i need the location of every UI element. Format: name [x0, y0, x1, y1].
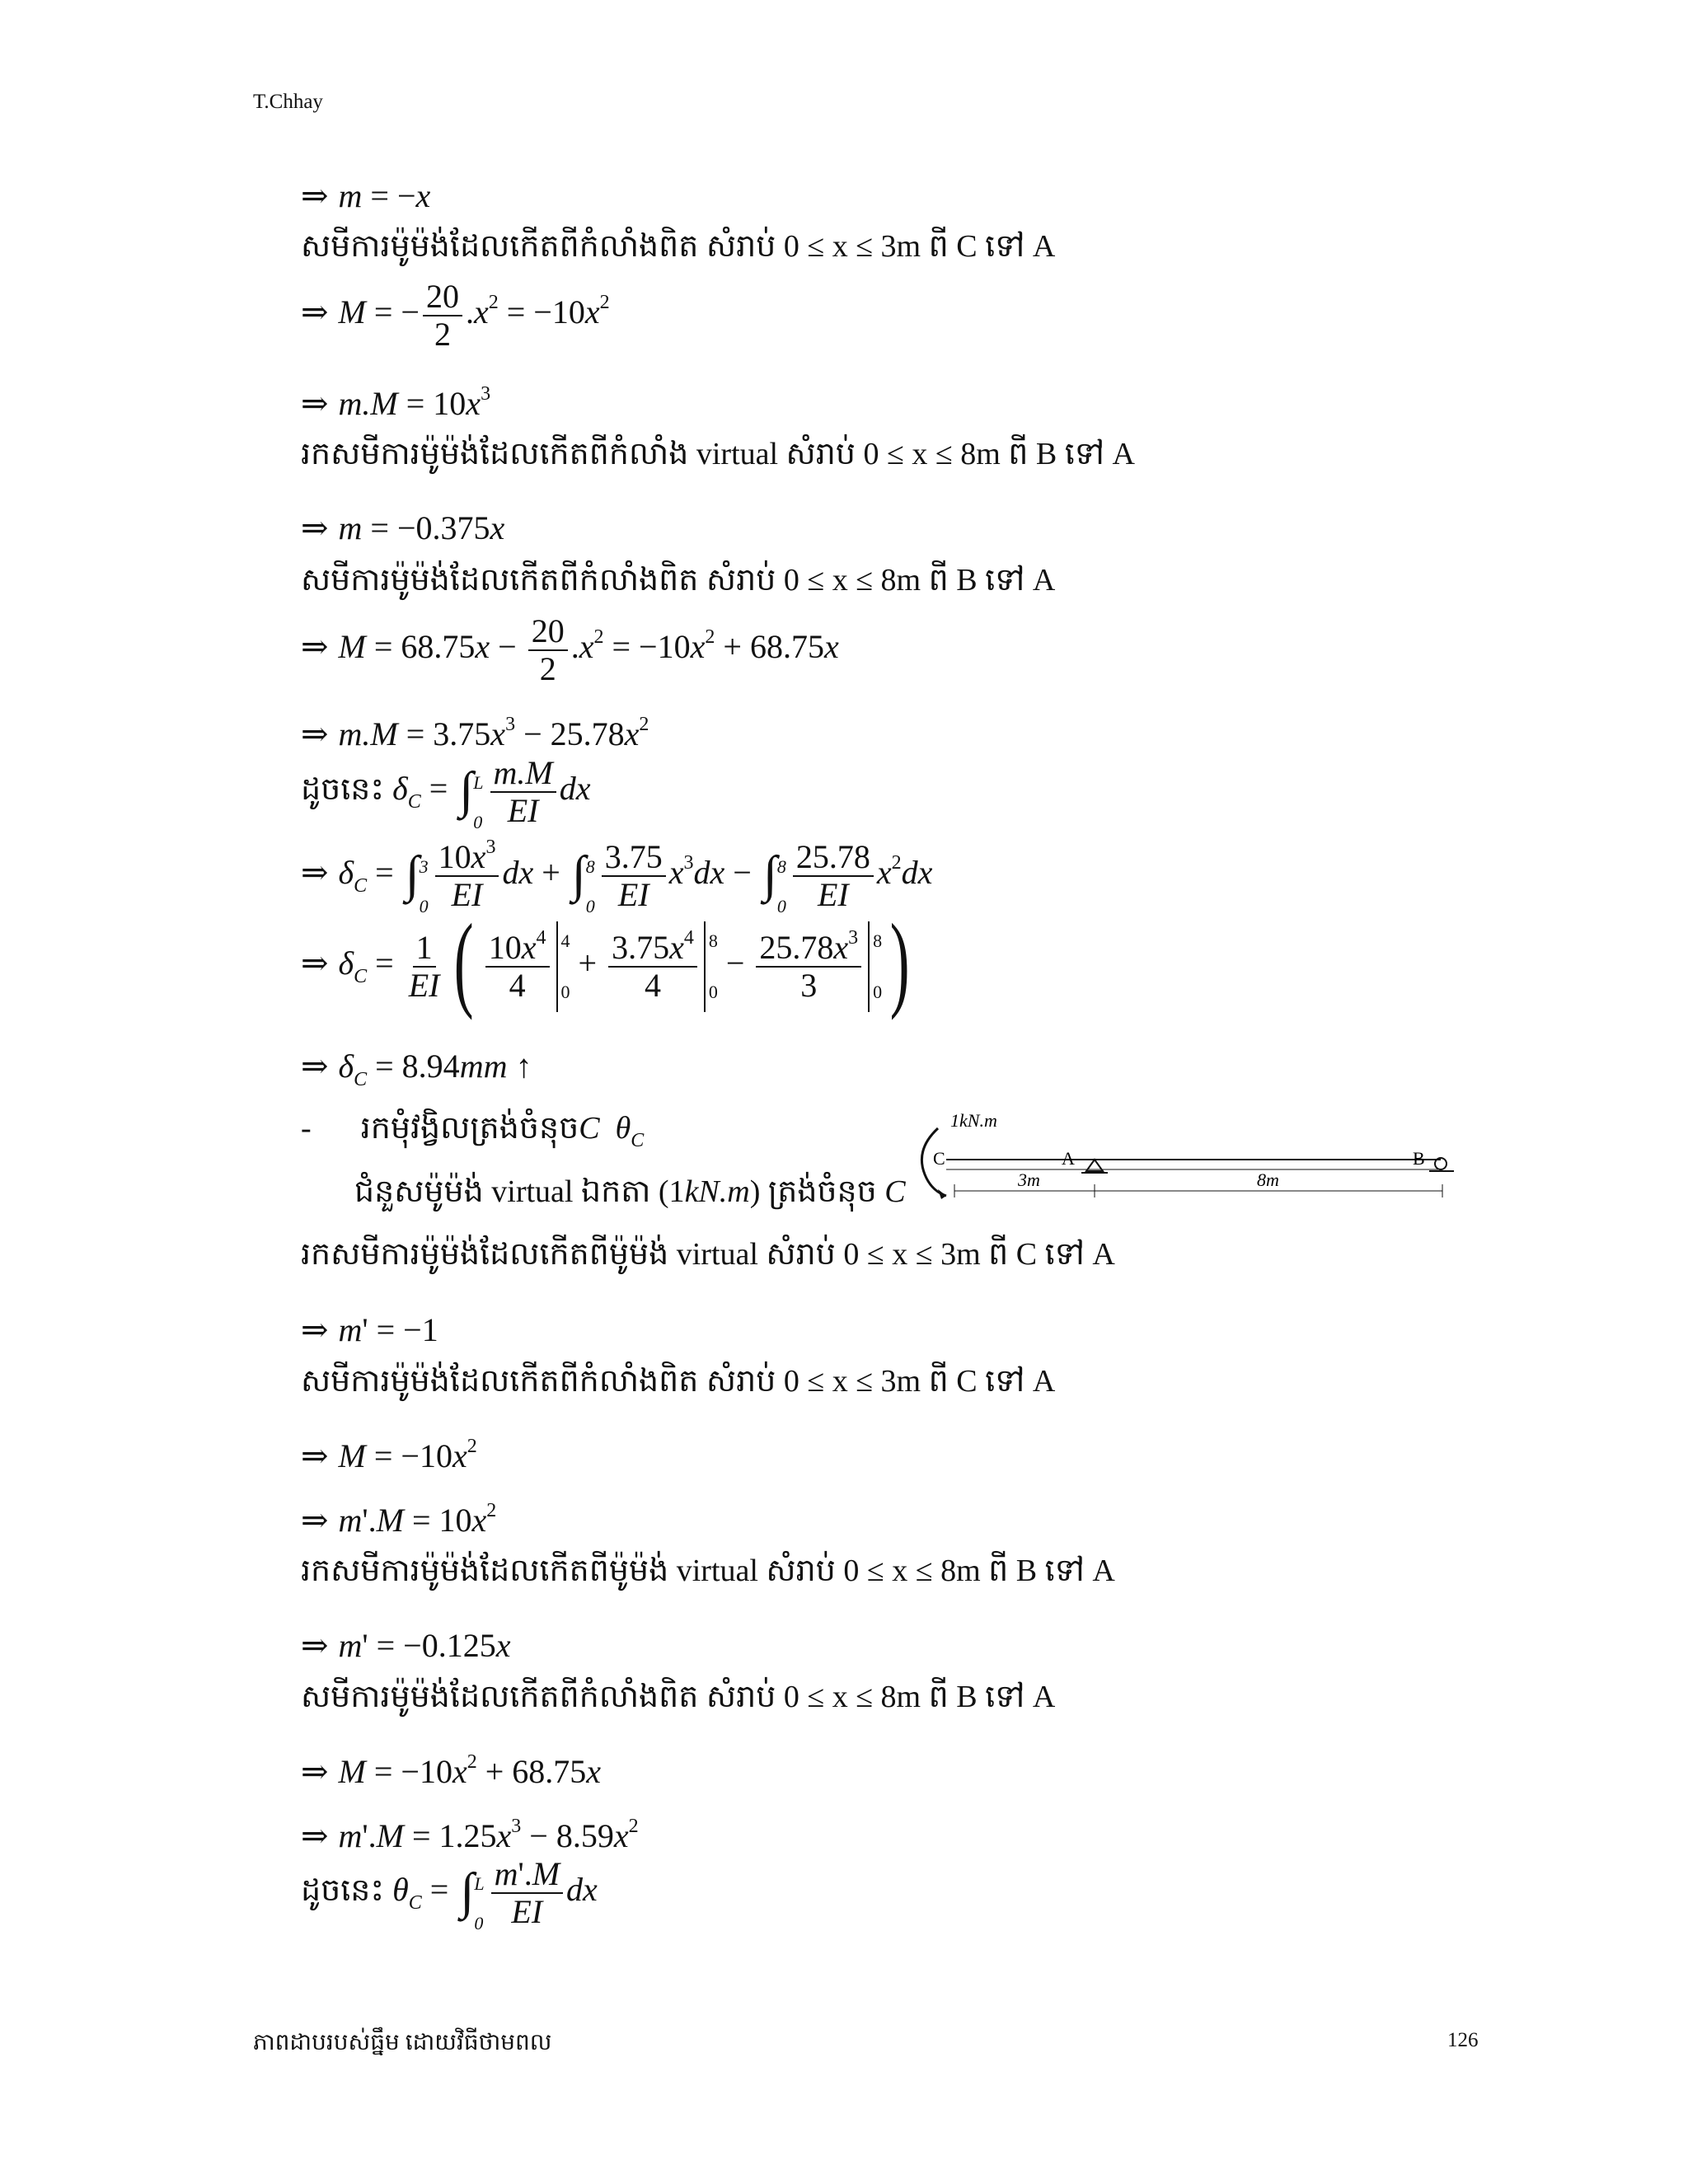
- text-real-moment-c-to-a-2: សមីការម៉ូម៉ង់ដែលកើតពីកំលាំងពិត សំរាប់ 0 ≤ x ≤ 3m ពី C ទៅ A: [301, 1364, 1056, 1399]
- equation-mM-c-to-a: ⇒ $m.M = 10x^3$: [301, 383, 491, 422]
- equation-deltaC-result: ⇒ $\delta_C = 8.94mm$ ↑: [301, 1047, 532, 1090]
- equation-M-c-to-a-2: ⇒ $M = -10x^2$: [301, 1436, 477, 1474]
- equation-mprime-c-to-a: ⇒ m' = −1: [301, 1311, 438, 1348]
- text-virtual-force-b-to-a: រកសមីការម៉ូម៉ង់ដែលកើតពីកំលាំង virtual សំរាប់ 0 ≤ x ≤ 8m ពី B ទៅ A: [301, 437, 1135, 471]
- equation-mprimeM-b-to-a: ⇒ $m'.M = 1.25x^3 - 8.59x^2$: [301, 1816, 639, 1854]
- equation-deltaC-integral: ដូចនេះ $\delta_C$ = ∫ L 0 $\frac{m.M}{EI}$ dx: [301, 754, 591, 832]
- text-find-rotation-c: - រកមុំវង្វិលត្រង់ចំនុចC $\theta_C$: [301, 1111, 645, 1151]
- equation-mM-b-to-a: ⇒ $m.M = 3.75x^3 - 25.78x^2$: [301, 714, 649, 752]
- page-header-author: T.Chhay: [253, 91, 323, 113]
- text-real-moment-b-to-a: សមីការម៉ូម៉ង់ដែលកើតពីកំលាំងពិត សំរាប់ 0 ≤ x ≤ 8m ពី B ទៅ A: [301, 563, 1056, 598]
- text-real-moment-b-to-a-2: សមីការម៉ូម៉ង់ដែលកើតពីកំលាំងពិត សំរាប់ 0 ≤ x ≤ 8m ពី B ទៅ A: [301, 1680, 1056, 1714]
- text-virtual-moment-b-to-a: រកសមីការម៉ូម៉ង់ដែលកើតពីម៉ូម៉ង់ virtual សំរាប់ 0 ≤ x ≤ 8m ពី B ទៅ A: [301, 1554, 1115, 1588]
- equation-m-b-to-a: ⇒ m = −0.375x: [301, 509, 505, 546]
- span-ca-label: 3m: [1018, 1169, 1040, 1190]
- equation-mprime-b-to-a: ⇒ m' = −0.125x: [301, 1627, 511, 1664]
- span-ab-label: 8m: [1257, 1169, 1279, 1190]
- equation-M-c-to-a: ⇒ M = − $\frac{20}{2}$ $.x^2 = -10x^2$: [301, 278, 610, 353]
- point-a-label: A: [1062, 1148, 1075, 1169]
- equation-M-b-to-a-2: ⇒ $M = -10x^2 + 68.75x$: [301, 1751, 602, 1790]
- equation-thetaC-integral: ដូចនេះ $\theta_C$ = ∫ L 0 $\frac{m'.M}{EI}$ dx: [301, 1855, 598, 1933]
- beam-diagram: [907, 1108, 1484, 1216]
- equation-deltaC-evaluated: ⇒ $\delta_C$ = $\frac{1}{EI}$ ( $\frac{10x^4}{4}$ 4 0 + $\frac{3.75x^4}{4}$ 8 0 − $\frac{25.78x^3}{3}$ 8 0 ): [301, 902, 910, 1021]
- moment-label: 1kN.m: [950, 1110, 997, 1131]
- footer-book-title: ភាពដាបរបស់ធ្នឹម ដោយវិធីថាមពល: [253, 2030, 552, 2055]
- equation-deltaC-expanded: ⇒ $\delta_C$ = ∫ 3 0 $\frac{10x^3}{EI}$ dx + ∫ 8 0 $\frac{3.75}{EI}$ $x^3dx$ − ∫ 8 0 $\frac{25.78}{EI}$ $x^2dx$: [301, 837, 933, 916]
- equation-m-eq-neg-x: ⇒ m = −x: [301, 177, 431, 214]
- equation-mprimeM-c-to-a: ⇒ $m'.M = 10x^2$: [301, 1500, 497, 1539]
- point-c-label: C: [933, 1148, 945, 1169]
- text-virtual-moment-c-to-a: រកសមីការម៉ូម៉ង់ដែលកើតពីម៉ូម៉ង់ virtual សំរាប់ 0 ≤ x ≤ 3m ពី C ទៅ A: [301, 1237, 1115, 1272]
- equation-M-b-to-a: ⇒ M = 68.75x − $\frac{20}{2}$ $.x^2 = -10x^2 + 68.75x$: [301, 612, 839, 687]
- text-real-moment-c-to-a: សមីការម៉ូម៉ង់ដែលកើតពីកំលាំងពិត សំរាប់ 0 ≤ x ≤ 3m ពី C ទៅ A: [301, 229, 1056, 264]
- page-number: 126: [1447, 2029, 1479, 2051]
- point-b-label: B: [1413, 1148, 1425, 1169]
- text-apply-unit-moment: ជំនួសម៉ូម៉ង់ virtual ឯកតា (1kN.m) ត្រង់ចំនុច C: [354, 1174, 906, 1209]
